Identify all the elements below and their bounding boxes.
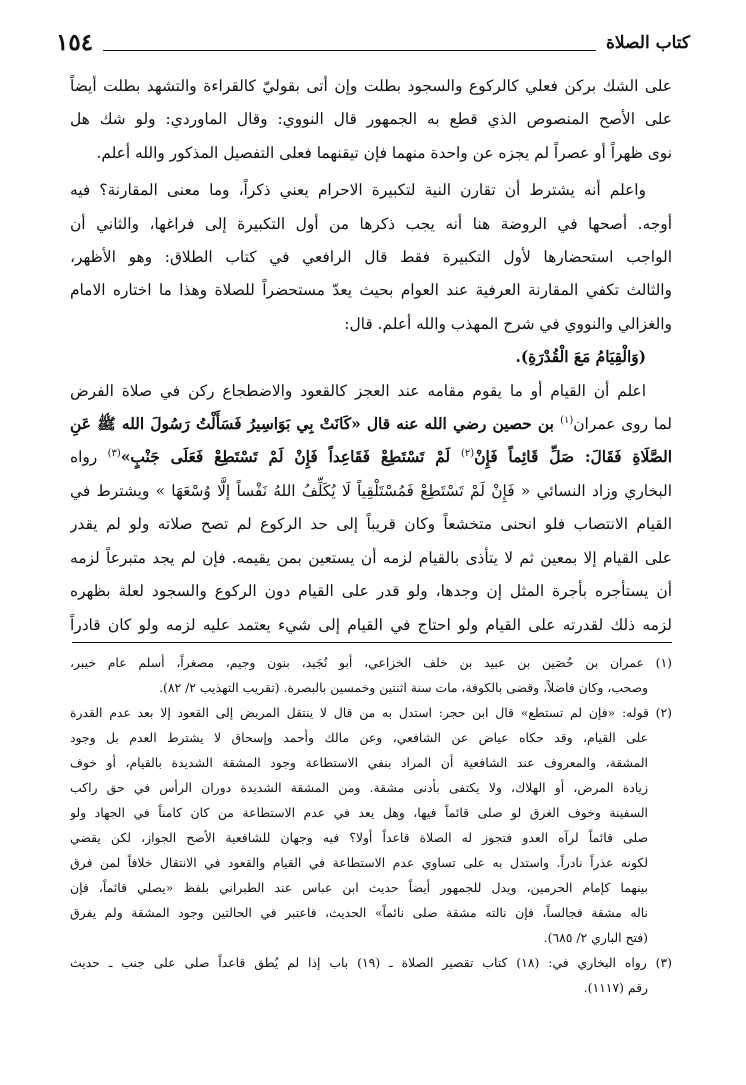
footnote-line: رقم (١١١٧).: [583, 980, 648, 995]
footnote-ref-2[interactable]: (٢): [461, 448, 475, 460]
main-text: [70, 70, 672, 642]
text-line: على الشك بركن فعلي كالركوع والسجود بطلت وإن أتى بقوليّ كالقراءة والتشهد بطلت أيضاً: [70, 77, 672, 95]
footnote-line: لكونه عذراً نادراً. واستدل به على تساوي عدم الاستطاعة في القيام والقعود في الانتقال خلافاً لمن فرق: [70, 855, 648, 870]
text-line: الواجب استحضارها لأول التكبيرة فقط قال الرافعي في كتاب الطلاق: وهو الأظهر،: [70, 248, 672, 267]
footnote-line: صلى قائماً لرآه العدو فتجوز له الصلاة قاعداً أولا؟ فيه وجهان للشافعية الأصح الجواز، لكن يقضي: [70, 830, 648, 845]
text-line: على القيام إلا بمعين ثم لا يتأذى بالقيام لزمه أن يستعين بمن يقيمه. فإن لم يجد متبرعاً لزمه: [70, 548, 672, 567]
text-line: البخاري وزاد النسائي « فَإِنْ لَمْ تَسْتَطِعْ فَمُسْتَلْقِياً لَا يُكَلِّفُ اللهُ نَفْساً إلَّا وُسْعَهَا » ويشترط في: [70, 481, 672, 500]
matn-heading: (وَالْقِيَامُ مَعَ الْقُدْرَةِ).: [515, 348, 646, 367]
footnote-separator: [72, 642, 672, 643]
footnote-3: [70, 950, 672, 1000]
footnote-line: وصحب، وكان فاضلاً، وقضى بالكوفة، مات سنة اثنتين وخمسين بالبصرة. (تقريب التهذيب ٢/ ٨٢).: [159, 680, 648, 695]
text-line: والغزالي والنووي في شرح المهذب والله أعلم. قال:: [344, 314, 672, 333]
text-line: القيام الانتصاب فلو انحنى متخشعاً وكان قريباً إلى حد الركوع لم تصح صلاته ولو لم يقدر: [70, 515, 672, 534]
page-header: [56, 24, 690, 58]
header-rule: [103, 50, 596, 51]
footnote-ref-3[interactable]: (٣): [107, 448, 121, 460]
footnote-line: بينهما كإمام الحرمين، ويدل للجمهور أيضاً حديث ابن عباس عند الطبراني بلفظ «يصلي قائماً، فإن: [70, 880, 648, 895]
footnotes: [70, 650, 672, 1000]
footnote-line: المشقة، والمعروف عند الشافعية أن المراد بنفي الاستطاعة وجود المشقة الشديدة بالقيام، أو خوف: [70, 755, 648, 770]
text-line: أن يستأجره بأجرة المثل إن وجدها، ولو قدر على القيام دون الركوع والسجود لعلة بظهره: [70, 582, 672, 601]
page-number: ١٥٤: [56, 29, 94, 56]
footnote-1: [70, 650, 672, 700]
footnote-line: على القيام، وقد حكاه عياض عن الشافعي، وعن مالك وأحمد وإسحاق لا يشترط العدم بل وجود: [70, 730, 648, 745]
footnote-line: (٣) رواه البخاري في: (١٨) كتاب تقصير الصلاة ـ (١٩) باب إذا لم يُطق قاعداً صلى على جنب ـ حديث: [70, 955, 672, 970]
text-line: على الأصح المنصوص الذي قطع به الجمهور قال النووي: وقال الماوردي: ولو شك هل: [70, 110, 672, 129]
text-line: اعلم أن القيام أو ما يقوم مقامه عند العجز كالقعود والاضطجاع ركن في صلاة الفرض: [70, 381, 646, 400]
footnote-line: (١) عمران بن حُصَين بن عبيد بن خلف الخزاعي، أبو نُجَيد، بنون وجيم، مصغراً، أسلم عام خيبر،: [70, 655, 672, 670]
text-line: والثالث تكفي المقارنة العرفية عند العوام بحيث يعدّ مستحضراً للصلاة وهذا ما اختاره الامام: [70, 281, 672, 300]
text-line: الصَّلَاةِ فَقَالَ: صَلِّ قَائِماً فَإِنْ$^{(٢)}$ لَمْ تَسْتَطِعْ فَقَاعِداً فَإِنْ لَمْ تَسْتَطِعْ فَعَلَى جَنْبٍ»$^{(٣)}$ رواه: [70, 448, 672, 467]
footnote-ref-1[interactable]: (١): [560, 414, 574, 426]
footnote-2: [70, 700, 672, 950]
text-line: نوى ظهراً أو عصراً لم يجزه عن واحدة منهما فإن تيقنهما فعلى التفصيل المذكور والله أعلم.: [96, 143, 672, 162]
text-line: واعلم أنه يشترط أن تقارن النية لتكبيرة الاحرام يعني ذكراً، وما معنى المقارنة؟ فيه: [70, 181, 646, 200]
text-line: لزمه ذلك لقدرته على القيام ولو احتاج في القيام إلى شيء يعتمد عليه لزمه ولو كان قادراً: [70, 615, 672, 634]
text-line: لما روى عمران$^{(١)}$ بن حصين رضي الله عنه قال «كَانَتْ بِي بَوَاسِيرُ فَسَأَلْتُ رَسُولَ الله ﷺ عَنِ: [70, 414, 672, 434]
footnote-line: ناله مشقة فجالساً، فإن نالته مشقة صلى نائماً» الحديث، فاعتبر في الحالتين وجود المشقة ولم يفرق: [70, 905, 648, 920]
footnote-line: (٢) قوله: «فإن لم تستطع» قال ابن حجر: استدل به من قال لا ينتقل المريض إلى القعود إلا بعد عدم القدرة: [70, 705, 672, 720]
footnote-line: زيادة المرض، أو الهلاك، ولا يكتفى بأدنى مشقة. ومن المشقة الشديدة دوران الرأس في حق راكب: [70, 780, 648, 795]
footnote-line: (فتح الباري ٢/ ٦٨٥).: [543, 930, 648, 945]
footnote-line: السفينة وخوف الغرق لو صلى قائماً فيها، وهل يعد في عدم الاستطاعة من كان كامناً في الجهاد ولو: [70, 805, 648, 820]
text-line: أوجه. أصحها في الروضة هنا أنه يجب ذكرها من أول التكبيرة إلى فراغها، والثاني أن: [70, 214, 672, 233]
running-title: كتاب الصلاة: [605, 33, 690, 53]
